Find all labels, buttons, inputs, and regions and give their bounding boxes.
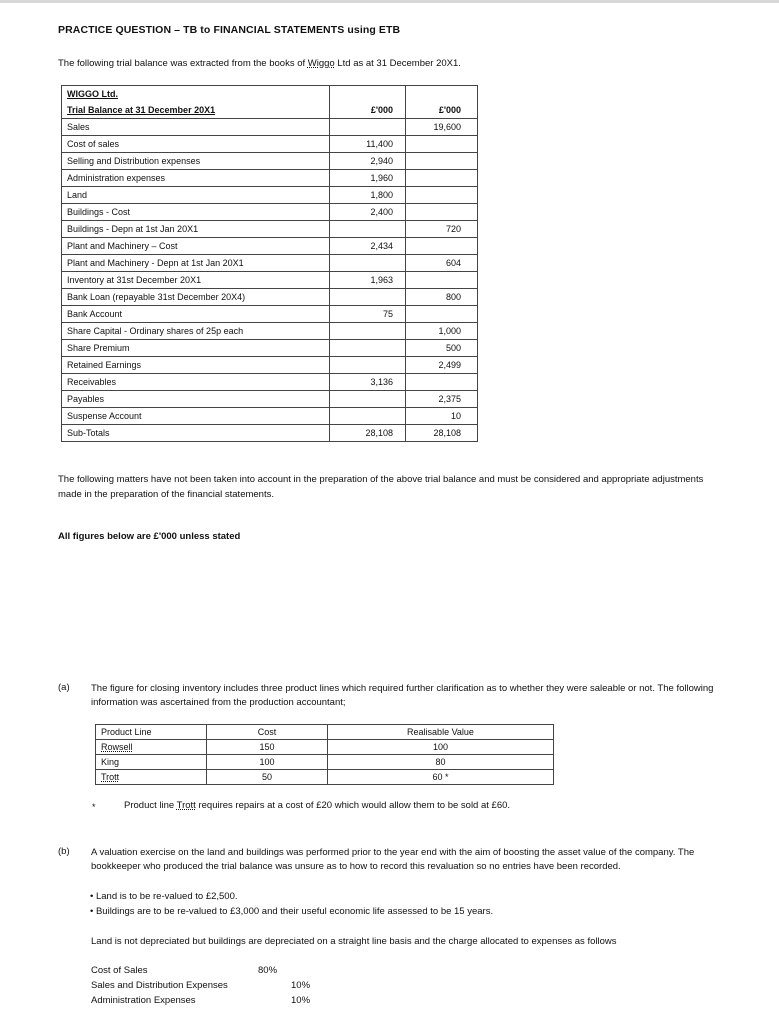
tb-row-label: Suspense Account	[62, 408, 330, 425]
top-border	[0, 0, 779, 3]
tb-row-label: Sales	[62, 119, 330, 136]
product-line-table	[95, 724, 554, 785]
tb-row-cr: 10	[406, 408, 478, 425]
tb-row-label: Share Capital - Ordinary shares of 25p each	[62, 323, 330, 340]
tb-row-dr	[330, 221, 406, 238]
tb-row	[62, 187, 478, 204]
tb-row-dr: 2,434	[330, 238, 406, 255]
tb-row-label: Selling and Distribution expenses	[62, 153, 330, 170]
tb-row-label: Payables	[62, 391, 330, 408]
tb-row	[62, 255, 478, 272]
tb-row	[62, 136, 478, 153]
pl-row-line	[96, 770, 207, 785]
pl-row	[96, 740, 554, 755]
tb-row	[62, 170, 478, 187]
intro-company: Wiggo	[307, 58, 335, 69]
bullet-land: • Land is to be re-valued to £2,500.	[90, 891, 238, 902]
tb-row-label: Bank Loan (repayable 31st December 20X4)	[62, 289, 330, 306]
tb-row-label: Plant and Machinery - Depn at 1st Jan 20X1	[62, 255, 330, 272]
tb-body	[62, 119, 478, 442]
tb-row	[62, 306, 478, 323]
pl-row-line-text: Rowsell	[101, 741, 133, 752]
alloc-sd-label: Sales and Distribution Expenses	[91, 980, 228, 991]
tb-row-label: Buildings - Depn at 1st Jan 20X1	[62, 221, 330, 238]
pl-row-rv: 80	[328, 755, 554, 770]
tb-row-label: Buildings - Cost	[62, 204, 330, 221]
tb-company-row	[62, 86, 478, 103]
tb-blank-cell	[406, 86, 478, 103]
tb-row-label: Receivables	[62, 374, 330, 391]
tb-row-cr	[406, 306, 478, 323]
tb-heading-row	[62, 102, 478, 119]
tb-row	[62, 323, 478, 340]
tb-row-dr: 11,400	[330, 136, 406, 153]
tb-row-dr: 1,800	[330, 187, 406, 204]
footnote-before: Product line	[124, 800, 177, 811]
tb-row	[62, 340, 478, 357]
tb-blank-cell	[330, 86, 406, 103]
tb-row-cr: 800	[406, 289, 478, 306]
tb-row-label: Inventory at 31st December 20X1	[62, 272, 330, 289]
tb-row	[62, 425, 478, 442]
tb-row-dr: 1,963	[330, 272, 406, 289]
pl-header-rv: Realisable Value	[328, 725, 554, 740]
item-a-text: The figure for closing inventory includes three product lines which required further clarification as to whether they were saleable or not. The following information was ascertained from the production accountant;	[91, 683, 714, 708]
tb-row-dr	[330, 408, 406, 425]
tb-row-cr: 19,600	[406, 119, 478, 136]
pl-row-rv: 60 *	[328, 770, 554, 785]
tb-row-dr: 2,400	[330, 204, 406, 221]
footnote-name: Trott	[176, 800, 196, 811]
tb-row	[62, 204, 478, 221]
tb-heading: Trial Balance at 31 December 20X1	[62, 102, 330, 119]
page-title: PRACTICE QUESTION – TB to FINANCIAL STATEMENTS using ETB	[58, 24, 401, 36]
tb-row	[62, 408, 478, 425]
tb-row-cr	[406, 153, 478, 170]
alloc-admin-label: Administration Expenses	[91, 995, 196, 1006]
tb-row-dr	[330, 340, 406, 357]
pl-body	[96, 740, 554, 785]
tb-row-cr	[406, 272, 478, 289]
tb-row-dr	[330, 289, 406, 306]
pl-header-line: Product Line	[96, 725, 207, 740]
tb-row	[62, 289, 478, 306]
bullet-land-text: Land is to be re-valued to £2,500.	[95, 891, 238, 902]
tb-row-cr: 2,499	[406, 357, 478, 374]
intro-after: Ltd as at 31 December 20X1.	[334, 58, 461, 69]
pl-row-line-text: King	[101, 756, 120, 767]
intro-before: The following trial balance was extracted from the books of	[58, 58, 308, 69]
tb-row	[62, 119, 478, 136]
tb-row	[62, 272, 478, 289]
tb-row-cr	[406, 187, 478, 204]
tb-col-cr: £'000	[406, 102, 478, 119]
tb-row-dr	[330, 255, 406, 272]
pl-row	[96, 770, 554, 785]
pl-row-cost: 100	[207, 755, 328, 770]
tb-row-label: Bank Account	[62, 306, 330, 323]
alloc-cos-label: Cost of Sales	[91, 965, 148, 976]
footnote-marker: *	[92, 802, 96, 812]
tb-row-cr: 2,375	[406, 391, 478, 408]
tb-row-cr: 28,108	[406, 425, 478, 442]
tb-row-dr: 3,136	[330, 374, 406, 391]
tb-row-dr: 75	[330, 306, 406, 323]
tb-row-label: Administration expenses	[62, 170, 330, 187]
tb-row-cr: 500	[406, 340, 478, 357]
tb-row-dr	[330, 323, 406, 340]
tb-row-cr: 1,000	[406, 323, 478, 340]
footnote-after: requires repairs at a cost of £20 which would allow them to be sold at £60.	[195, 800, 511, 811]
tb-row-cr	[406, 238, 478, 255]
item-b-label: (b)	[58, 846, 70, 857]
tb-row	[62, 374, 478, 391]
alloc-cos-pct: 80%	[258, 965, 278, 976]
pl-row	[96, 755, 554, 770]
pl-header-row	[96, 725, 554, 740]
tb-row-label: Retained Earnings	[62, 357, 330, 374]
tb-row-dr	[330, 119, 406, 136]
bullet-buildings: • Buildings are to be re-valued to £3,000 and their useful economic life assessed to be 15 years.	[90, 906, 494, 917]
pl-row-cost: 150	[207, 740, 328, 755]
alloc-admin-pct: 10%	[291, 995, 311, 1006]
tb-row-cr	[406, 204, 478, 221]
tb-row-label: Plant and Machinery – Cost	[62, 238, 330, 255]
tb-row-cr: 604	[406, 255, 478, 272]
tb-row	[62, 153, 478, 170]
tb-row-cr	[406, 170, 478, 187]
tb-row-dr: 28,108	[330, 425, 406, 442]
tb-row-dr: 2,940	[330, 153, 406, 170]
intro-text	[58, 58, 461, 69]
tb-row	[62, 221, 478, 238]
tb-row-cr	[406, 136, 478, 153]
pl-row-line	[96, 755, 207, 770]
tb-row-cr	[406, 374, 478, 391]
pl-row-line-text: Trott	[101, 771, 120, 782]
alloc-sd-pct: 10%	[291, 980, 311, 991]
tb-company: WIGGO Ltd.	[62, 86, 330, 103]
bullet-buildings-text: Buildings are to be re-valued to £3,000 and their useful economic life assessed to be 15 years.	[95, 906, 494, 917]
tb-row-cr: 720	[406, 221, 478, 238]
item-a-label: (a)	[58, 682, 70, 693]
tb-row	[62, 391, 478, 408]
tb-row-label: Sub-Totals	[62, 425, 330, 442]
pl-row-line	[96, 740, 207, 755]
tb-row-dr: 1,960	[330, 170, 406, 187]
tb-row-dr	[330, 357, 406, 374]
tb-row-dr	[330, 391, 406, 408]
tb-row	[62, 357, 478, 374]
item-b-text: A valuation exercise on the land and buildings was performed prior to the year end with the aim of boosting the asset value of the company. The bookkeeper who produced the trial balance was unsure as to how to record this revaluation so no entries have been recorded.	[91, 847, 695, 872]
pl-header-cost: Cost	[207, 725, 328, 740]
tb-row-label: Land	[62, 187, 330, 204]
depreciation-note: Land is not depreciated but buildings are depreciated on a straight line basis and the charge allocated to expenses as follows	[91, 936, 617, 947]
tb-row	[62, 238, 478, 255]
pl-row-rv: 100	[328, 740, 554, 755]
trial-balance-table	[61, 85, 478, 442]
tb-col-dr: £'000	[330, 102, 406, 119]
figures-note: All figures below are £'000 unless stated	[58, 531, 241, 542]
pl-row-cost: 50	[207, 770, 328, 785]
item-a-footnote	[124, 800, 510, 811]
matters-paragraph: The following matters have not been taken into account in the preparation of the above trial balance and must be considered and appropriate adjustments made in the preparation of the financial statements.	[58, 474, 704, 500]
tb-row-label: Cost of sales	[62, 136, 330, 153]
tb-row-label: Share Premium	[62, 340, 330, 357]
